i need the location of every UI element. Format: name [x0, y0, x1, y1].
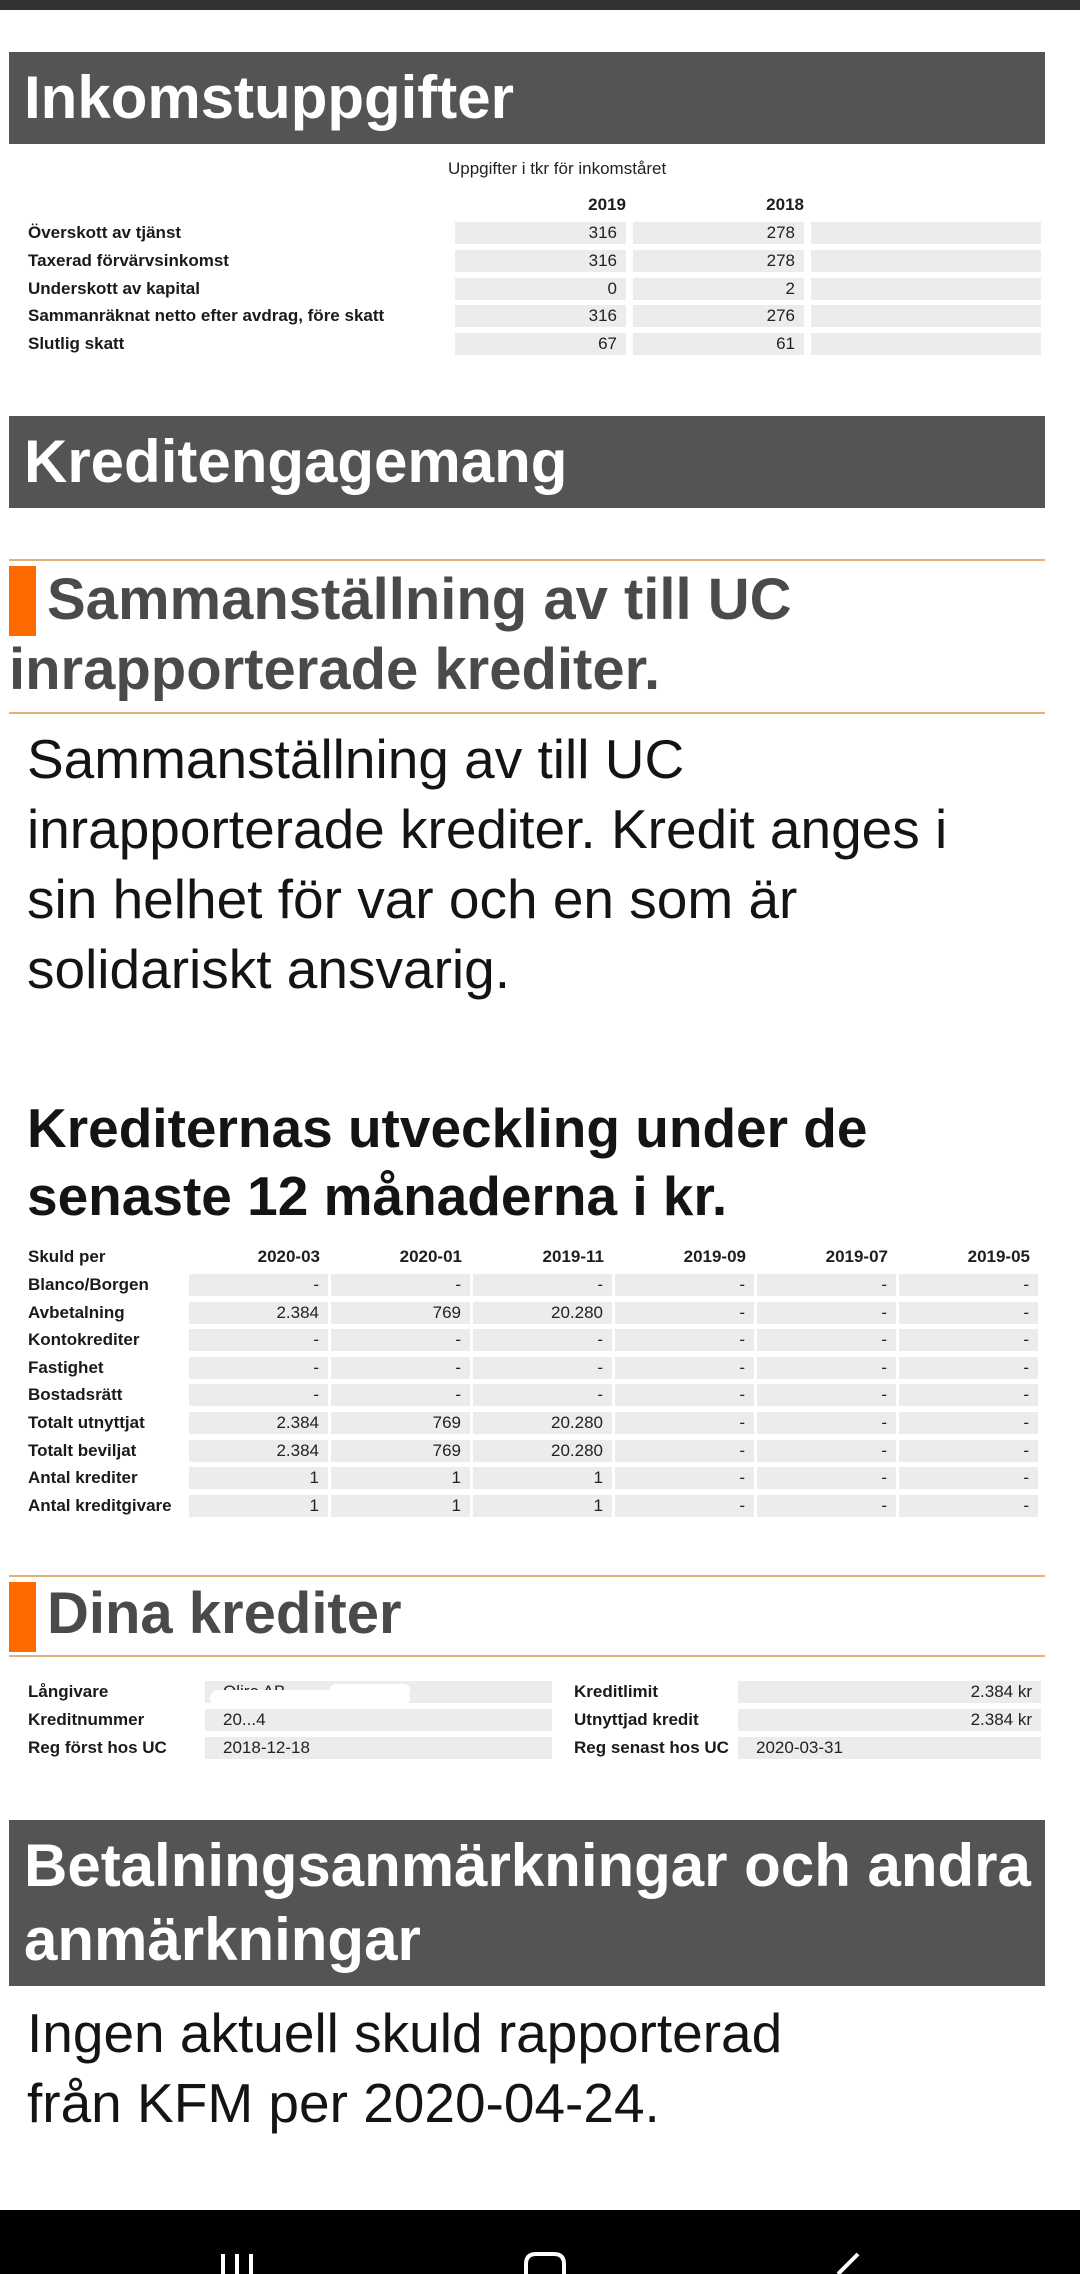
- credit-cell: -: [899, 1495, 1038, 1517]
- divider: [9, 1575, 1045, 1577]
- remarks-text: Ingen aktuell skuld rapporterad från KFM per 2020-04-24.: [27, 2002, 783, 2134]
- credit-row-label: Avbetalning: [28, 1302, 125, 1322]
- income-note: Uppgifter i tkr för inkomståret: [448, 159, 667, 178]
- credit-cell: 1: [331, 1495, 470, 1517]
- credit-col-header: 2020-03: [257, 1247, 320, 1266]
- lender-label: Långivare: [28, 1682, 109, 1701]
- income-cell: 278: [633, 222, 804, 244]
- income-cell: 2: [633, 278, 804, 300]
- credit-cell: -: [615, 1274, 754, 1296]
- income-cell: 61: [633, 333, 804, 355]
- income-row-label: Sammanräknat netto efter avdrag, före skatt: [28, 306, 385, 325]
- credit-row-label: Totalt utnyttjat: [28, 1413, 145, 1432]
- credit-cell: -: [899, 1302, 1038, 1324]
- income-cell: 316: [455, 250, 626, 272]
- credit-cell: -: [757, 1412, 896, 1434]
- credit-table-corner: Skuld per: [28, 1247, 106, 1266]
- credit-cell: 1: [473, 1495, 612, 1517]
- income-cell: 278: [633, 250, 804, 272]
- income-cell-empty: [811, 278, 1041, 300]
- income-cell: 67: [455, 333, 626, 355]
- credit-cell: -: [331, 1384, 470, 1406]
- credit-cell: -: [615, 1329, 754, 1351]
- credit-cell: -: [189, 1274, 328, 1296]
- credit-cell: 2.384: [189, 1302, 328, 1324]
- income-row-label: Slutlig skatt: [28, 334, 125, 353]
- credit-cell: -: [757, 1357, 896, 1379]
- my-credits-title: Dina krediter: [47, 1581, 402, 1646]
- credit-cell: -: [757, 1384, 896, 1406]
- credit-cell: 2.384: [189, 1412, 328, 1434]
- income-year-2018: 2018: [766, 195, 804, 214]
- income-cell: 316: [455, 222, 626, 244]
- credit-description: Sammanställning av till UC inrapporterade krediter. Kredit anges i sin helhet för var och en som är solidariskt ansvarig.: [27, 728, 948, 1000]
- section-header-income: Inkomstuppgifter: [9, 52, 1045, 144]
- credit-cell: -: [615, 1302, 754, 1324]
- divider: [9, 1655, 1045, 1657]
- credit-row-label: Blanco/Borgen: [28, 1275, 149, 1294]
- used-credit-value: 2.384 kr: [738, 1709, 1041, 1731]
- credit-cell: -: [899, 1384, 1038, 1406]
- credit-row-label: Bostadsrätt: [28, 1385, 123, 1405]
- back-icon[interactable]: [820, 2250, 870, 2274]
- credit-cell: 769: [331, 1302, 470, 1324]
- credit-col-header: 2020-01: [399, 1247, 462, 1266]
- credit-cell: -: [189, 1384, 328, 1406]
- income-year-2019: 2019: [588, 195, 626, 214]
- section-header-credit: Kreditengagemang: [9, 416, 1045, 508]
- credit-cell: -: [473, 1357, 612, 1379]
- credit-cell: -: [615, 1384, 754, 1406]
- divider: [9, 559, 1045, 561]
- credit-cell: 2.384: [189, 1440, 328, 1462]
- credit-col-header: 2019-09: [683, 1247, 746, 1266]
- credit-row-label: Antal kreditgivare: [28, 1495, 172, 1515]
- credit-cell: -: [615, 1440, 754, 1462]
- credit-cell: -: [473, 1384, 612, 1406]
- credit-cell: -: [473, 1274, 612, 1296]
- income-cell-empty: [811, 333, 1041, 355]
- credit-cell: -: [331, 1274, 470, 1296]
- accent-marker: [9, 1582, 36, 1652]
- credit-cell: -: [899, 1467, 1038, 1489]
- income-cell: 0: [455, 278, 626, 300]
- credit-col-header: 2019-05: [967, 1247, 1030, 1266]
- credit-cell: 1: [189, 1495, 328, 1517]
- credit-cell: -: [757, 1329, 896, 1351]
- credit-cell: -: [899, 1274, 1038, 1296]
- credit-cell: -: [331, 1329, 470, 1351]
- home-icon[interactable]: [520, 2250, 570, 2274]
- credit-cell: -: [331, 1357, 470, 1379]
- credit-row-label: Totalt beviljat: [28, 1440, 137, 1460]
- credit-subtitle: Sammanställning av till UC inrapporterade krediter.: [9, 567, 792, 702]
- credit-cell: -: [615, 1357, 754, 1379]
- credit-cell: -: [899, 1440, 1038, 1462]
- reg-last-label: Reg senast hos UC: [574, 1738, 729, 1757]
- credit-cell: -: [899, 1357, 1038, 1379]
- income-cell-empty: [811, 305, 1041, 327]
- credit-cell: -: [615, 1495, 754, 1517]
- credit-cell: -: [899, 1412, 1038, 1434]
- credit-col-header: 2019-07: [825, 1247, 888, 1266]
- divider: [9, 712, 1045, 714]
- credit-cell: -: [615, 1467, 754, 1489]
- credit-cell: -: [757, 1440, 896, 1462]
- credit-row-label: Fastighet: [28, 1357, 104, 1377]
- credit-cell: -: [189, 1357, 328, 1379]
- section-header-remarks: Betalningsanmärkningar och andra anmärkningar: [9, 1820, 1045, 1986]
- credit-row-label: Kontokrediter: [28, 1330, 140, 1350]
- income-cell-empty: [811, 222, 1041, 244]
- credit-cell: 20.280: [473, 1412, 612, 1434]
- redaction-mark: [330, 1684, 410, 1696]
- credit-cell: 20.280: [473, 1302, 612, 1324]
- credit-cell: -: [899, 1329, 1038, 1351]
- recent-apps-icon[interactable]: [215, 2250, 265, 2274]
- credit-number-label: Kreditnummer: [28, 1710, 145, 1729]
- credit-row-label: Antal krediter: [28, 1468, 138, 1488]
- reg-first-value: 2018-12-18: [205, 1737, 552, 1759]
- reg-last-value: 2020-03-31: [738, 1737, 1041, 1759]
- credit-development-title: Krediternas utveckling under de senaste 12 månaderna i kr.: [27, 1097, 868, 1227]
- credit-cell: 1: [331, 1467, 470, 1489]
- income-cell: 316: [455, 305, 626, 327]
- credit-cell: -: [615, 1412, 754, 1434]
- income-cell-empty: [811, 250, 1041, 272]
- reg-first-label: Reg först hos UC: [28, 1738, 167, 1757]
- credit-cell: -: [473, 1329, 612, 1351]
- credit-cell: -: [757, 1467, 896, 1489]
- credit-cell: 1: [473, 1467, 612, 1489]
- status-bar-edge: [0, 0, 1080, 10]
- credit-cell: -: [757, 1274, 896, 1296]
- income-cell: 276: [633, 305, 804, 327]
- credit-cell: 769: [331, 1412, 470, 1434]
- credit-limit-label: Kreditlimit: [574, 1682, 659, 1701]
- credit-cell: 1: [189, 1467, 328, 1489]
- credit-cell: 20.280: [473, 1440, 612, 1462]
- credit-cell: -: [757, 1302, 896, 1324]
- credit-cell: -: [189, 1329, 328, 1351]
- income-row-label: Underskott av kapital: [28, 279, 200, 298]
- income-row-label: Överskott av tjänst: [28, 223, 182, 242]
- credit-col-header: 2019-11: [542, 1247, 604, 1266]
- credit-limit-value: 2.384 kr: [738, 1681, 1041, 1703]
- income-row-label: Taxerad förvärvsinkomst: [28, 251, 229, 270]
- credit-cell: -: [757, 1495, 896, 1517]
- used-credit-label: Utnyttjad kredit: [574, 1710, 699, 1729]
- credit-cell: 769: [331, 1440, 470, 1462]
- credit-number-value: 20...4: [205, 1709, 552, 1731]
